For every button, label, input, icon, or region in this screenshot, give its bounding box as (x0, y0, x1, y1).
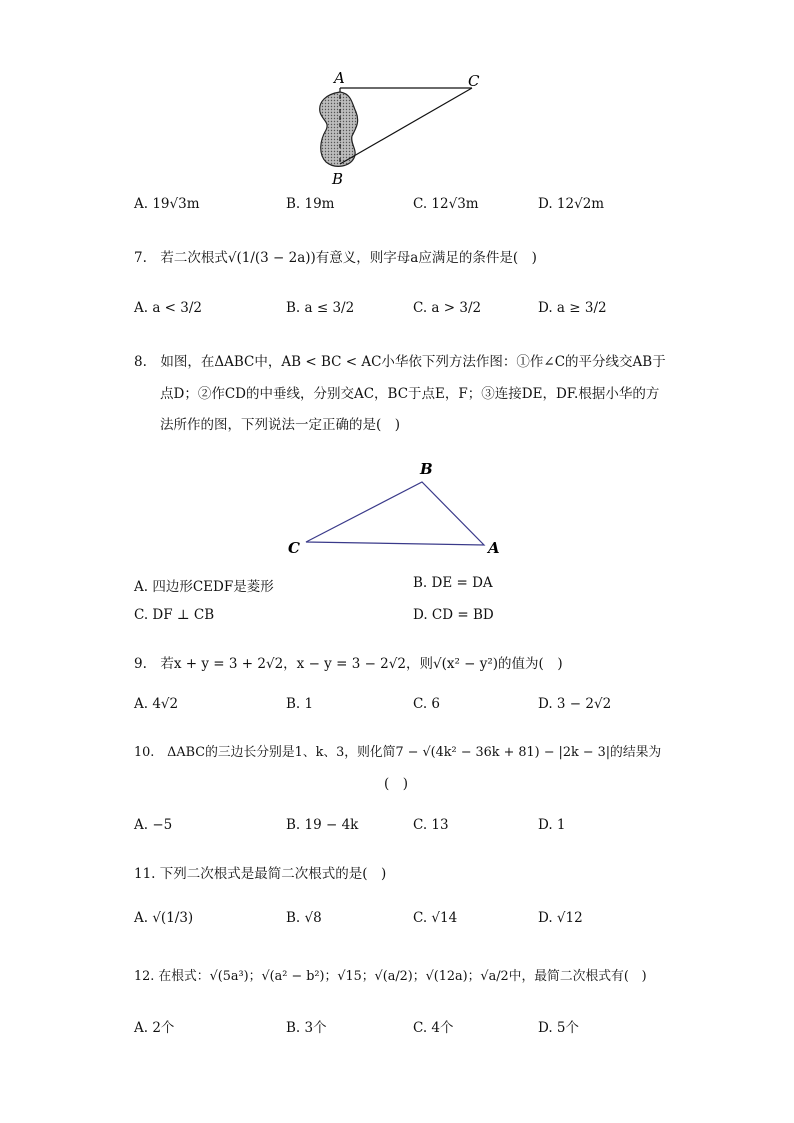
q9-option-b[interactable]: B. 1 (286, 696, 314, 712)
line-bc (340, 88, 472, 164)
q11-option-b[interactable]: B. √8 (286, 910, 322, 926)
q11-option-d[interactable]: D. √12 (538, 910, 583, 926)
q8-option-a[interactable]: A. 四边形CEDF是菱形 (134, 579, 274, 595)
q8-option-d[interactable]: D. CD = BD (413, 607, 494, 623)
q6-option-a[interactable]: A. 19√3m (134, 196, 200, 212)
q11-option-a[interactable]: A. √(1/3) (134, 910, 194, 926)
q12-option-d[interactable]: D. 5个 (538, 1020, 580, 1036)
q6-option-b[interactable]: B. 19m (286, 196, 335, 212)
label-a: A (488, 539, 500, 557)
q12-option-a[interactable]: A. 2个 (134, 1020, 175, 1036)
q10-option-b[interactable]: B. 19 − 4k (286, 817, 359, 833)
q11-option-c[interactable]: C. √14 (413, 910, 458, 926)
q9-option-c[interactable]: C. 6 (413, 696, 441, 712)
pond-shape (320, 92, 358, 166)
q8-stem-line1: 8. 如图，在ΔABC中，AB < BC < AC小华依下列方法作图：①作∠C的平分线交AB于 (134, 354, 666, 370)
q6-option-c[interactable]: C. 12√3m (413, 196, 479, 212)
label-b: B (420, 460, 433, 478)
q7-option-c[interactable]: C. a > 3/2 (413, 300, 482, 316)
q10-option-c[interactable]: C. 13 (413, 817, 449, 833)
figure-abc-pond (300, 66, 500, 190)
q10-stem: 10. ΔABC的三边长分别是1、k、3，则化简7 − √(4k² − 36k + 81) − |2k − 3|的结果为 (134, 745, 662, 760)
q8-option-c[interactable]: C. DF ⊥ CB (134, 607, 215, 623)
q9-option-d[interactable]: D. 3 − 2√2 (538, 696, 612, 712)
q7-option-d[interactable]: D. a ≥ 3/2 (538, 300, 607, 316)
label-b: B (332, 170, 344, 188)
q12-option-b[interactable]: B. 3个 (286, 1020, 327, 1036)
q11-stem: 11. 下列二次根式是最简二次根式的是( ) (134, 866, 387, 882)
q9-option-a[interactable]: A. 4√2 (134, 696, 179, 712)
triangle-abc (306, 482, 484, 545)
q12-option-c[interactable]: C. 4个 (413, 1020, 454, 1036)
q7-option-a[interactable]: A. a < 3/2 (134, 300, 203, 316)
q10-option-a[interactable]: A. −5 (134, 817, 173, 833)
q8-option-b[interactable]: B. DE = DA (413, 575, 493, 591)
q8-stem-line2: 点D；②作CD的中垂线，分别交AC，BC于点E，F；③连接DE，DF.根据小华的方 (160, 386, 660, 402)
figure-triangle-abc (280, 456, 510, 560)
label-c: C (468, 72, 480, 90)
q8-stem-line3: 法所作的图，下列说法一定正确的是( ) (160, 417, 401, 433)
q6-option-d[interactable]: D. 12√2m (538, 196, 605, 212)
label-a: A (334, 69, 345, 87)
q10-stem-end: ( ) (384, 776, 409, 792)
label-c: C (288, 539, 300, 557)
q12-stem: 12. 在根式：√(5a³)；√(a² − b²)；√15；√(a/2)；√(12a)；√a/2中，最简二次根式有( ) (134, 969, 647, 984)
q7-stem: 7. 若二次根式√(1/(3 − 2a))有意义，则字母a应满足的条件是( ) (134, 250, 537, 266)
q7-option-b[interactable]: B. a ≤ 3/2 (286, 300, 355, 316)
q9-stem: 9. 若x + y = 3 + 2√2，x − y = 3 − 2√2，则√(x² − y²)的值为( ) (134, 656, 563, 672)
q10-option-d[interactable]: D. 1 (538, 817, 566, 833)
